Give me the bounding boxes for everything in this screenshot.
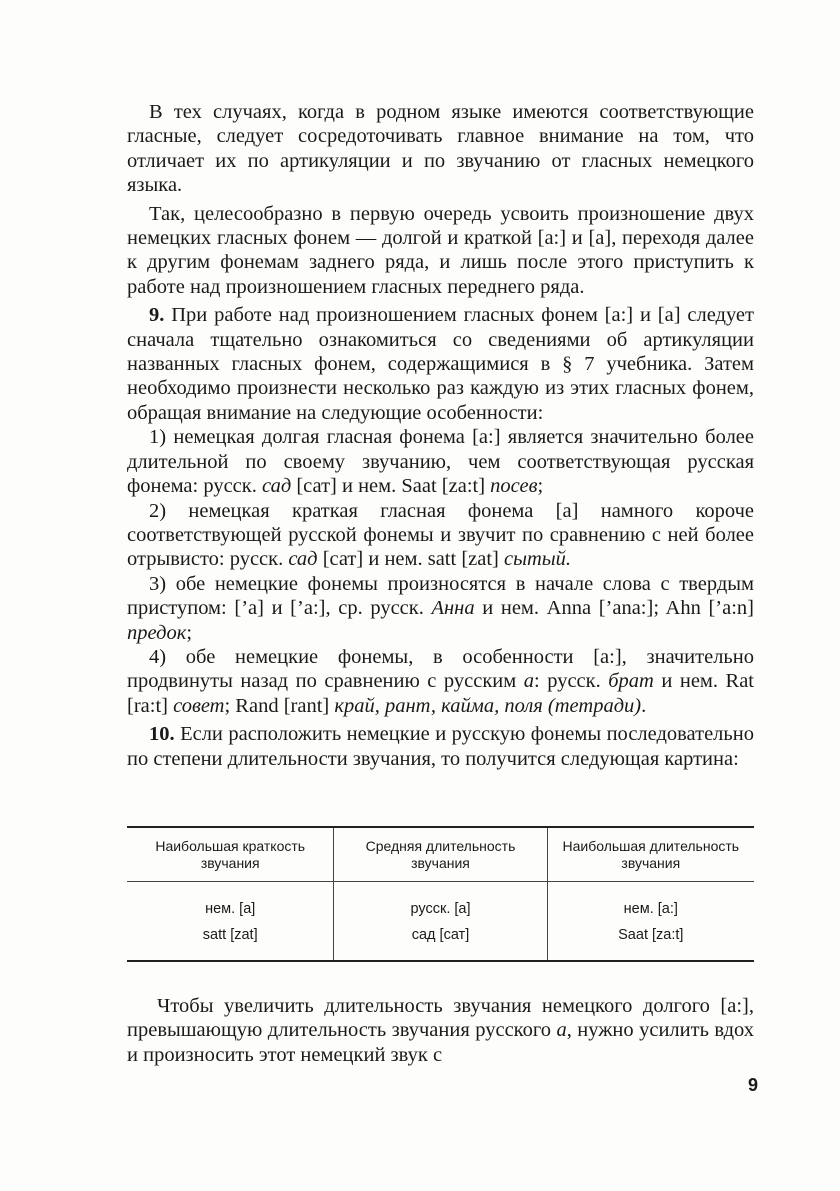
list-item-2-text: 2) немецкая краткая гласная фонема [a] намного короче соответствующей русской фонемы и звучит по сравнению с ней более отрывисто: русск. xyxy=(127,499,754,571)
list-item-3-german: и нем. Anna [’ana:]; Ahn [’a:n] xyxy=(474,597,754,620)
main-text xyxy=(127,100,754,771)
list-item-4-end: . xyxy=(641,694,647,717)
list-item-4-russian: брат xyxy=(608,670,654,693)
table-cell-phoneme: нем. [a:] xyxy=(623,901,678,917)
table-cell-medium xyxy=(334,882,547,962)
section-number-9: 9. xyxy=(149,304,165,327)
closing-letter: а xyxy=(556,1019,567,1042)
list-item-3-translation: предок xyxy=(127,621,187,644)
list-item-1-end: ; xyxy=(537,475,544,498)
paragraph-10 xyxy=(127,722,754,771)
list-item-4-text-2: : русск. xyxy=(534,670,609,693)
table-header-longest: Наибольшая длительность звучания xyxy=(547,827,754,882)
table-header-medium: Средняя длительность звучания xyxy=(334,827,547,882)
list-item-3-text: 3) обе немецкие фонемы произносятся в начале слова с твердым приступом: [’a] и [’a:], ср. русск. xyxy=(127,572,754,620)
list-item-2 xyxy=(127,499,754,572)
table-row xyxy=(127,882,754,962)
list-item-1-german: [сат] и нем. Saat [za:t] xyxy=(291,475,491,498)
list-item-4-german-1: и нем. Rat [ra:t] xyxy=(127,670,755,717)
section-number-10: 10. xyxy=(149,723,175,746)
list-item-1-russian: сад xyxy=(262,475,292,498)
table-cell-example: Saat [za:t] xyxy=(618,927,684,943)
paragraph-9 xyxy=(127,303,754,425)
paragraph-1: В тех случаях, когда в родном языке имеются соответствующие гласные, следует сосредоточивать главное внимание на том, что отличает их по артикуляции и по звучанию от гласных немецкого языка. xyxy=(127,101,754,197)
list-item-3-end: ; xyxy=(186,621,193,644)
list-item-1-text: 1) немецкая долгая гласная фонема [a:] является значительно более длительной по своему звучанию, чем соответствующая русская фонема: русск. xyxy=(127,426,754,498)
list-item-3 xyxy=(127,572,754,645)
table-header-row xyxy=(127,827,754,882)
table-cell-example: сад [сат] xyxy=(411,927,470,943)
table-header-shortest: Наибольшая краткость звучания xyxy=(127,827,334,882)
list-item-4-german-2: ; Rand [rant] xyxy=(224,694,335,717)
closing-text-a: Чтобы увеличить длительность звучания немецкого долгого [a:], превышающую длительность звучания русского xyxy=(127,995,754,1042)
table-cell-phoneme: русск. [a] xyxy=(410,901,471,917)
list-item-2-german: [сат] и нем. satt [zat] xyxy=(317,548,504,571)
paragraph-10-text: Если расположить немецкие и русскую фонемы последовательно по степени длительности звучания, то получится следующая картина: xyxy=(127,723,754,770)
list-item-4-translation-2: край, рант, кайма, поля (тетради) xyxy=(334,694,642,717)
paragraph-9-text: При работе над произношением гласных фонем [a:] и [a] следует сначала тщательно ознакомиться со сведениями об артикуляции названных гласных фонем, содержащимися в § 7 учебника. Затем необходимо произнести несколько раз каждую из этих гласных фонем, обращая внимание на следующие особенности: xyxy=(127,304,754,424)
table-cell-phoneme: нем. [a] xyxy=(205,901,256,917)
table-cell-shortest xyxy=(127,882,334,962)
closing-paragraph xyxy=(127,994,754,1067)
page-number: 9 xyxy=(747,1075,758,1095)
list-item-2-russian: сад xyxy=(288,548,318,571)
list-item-4-letter: а xyxy=(523,670,535,693)
paragraph-2: Так, целесообразно в первую очередь усвоить произношение двух немецких гласных фонем — долгой и краткой [a:] и [a], переходя далее к другим фонемам заднего ряда, и лишь после этого приступить к работе над произношением гласных переднего ряда. xyxy=(127,202,754,298)
list-item-2-translation: сытый. xyxy=(504,548,572,571)
list-item-3-russian: Анна xyxy=(431,597,475,620)
duration-table-grid xyxy=(127,826,754,962)
closing-text-b: , нужно усилить вдох и произносить этот немецкий звук с xyxy=(127,1019,754,1066)
list-item-4 xyxy=(127,645,754,718)
list-item-4-translation-1: совет xyxy=(173,694,225,717)
duration-table xyxy=(127,826,754,962)
list-item-1 xyxy=(127,425,754,498)
closing-text xyxy=(127,994,754,1067)
table-cell-example: satt [zat] xyxy=(202,927,258,943)
list-item-4-text: 4) обе немецкие фонемы, в особенности [a:], значительно продвинуты назад по сравнению с русским xyxy=(127,645,754,693)
list-item-1-translation: посев xyxy=(490,475,538,498)
table-cell-longest xyxy=(547,882,754,962)
